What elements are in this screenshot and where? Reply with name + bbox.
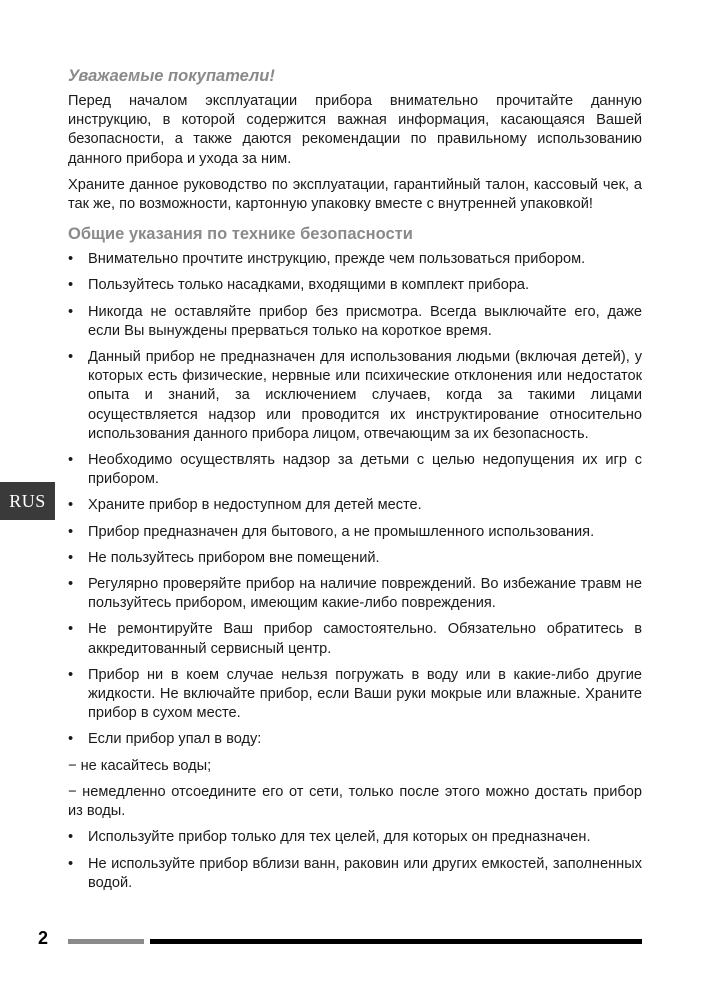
list-item bbox=[68, 250, 642, 269]
list-item bbox=[68, 303, 642, 341]
list-item-text: Прибор предназначен для бытового, а не промышленного использования. bbox=[88, 523, 595, 540]
list-item-text: Пользуйтесь только насадками, входящими в комплект прибора. bbox=[88, 277, 530, 294]
list-item bbox=[68, 620, 642, 658]
list-item bbox=[68, 348, 642, 444]
bullet-icon: • bbox=[68, 497, 74, 514]
intro-paragraph: Храните данное руководство по эксплуатации, гарантийный талон, кассовый чек, а так же, по возможности, картонную упаковку вместе с внутренней упаковкой! bbox=[68, 176, 642, 213]
greeting-heading: Уважаемые покупатели! bbox=[68, 67, 275, 85]
bullet-icon: • bbox=[68, 523, 74, 540]
page-number: 2 bbox=[38, 928, 49, 948]
list-item-text: Данный прибор не предназначен для использования людьми (включая детей), у которых есть физические, нервные или психические отклонения или недостаток опыта и знаний, за исключением случаев, когда за такими лицами осуществляется надзор или проводится их инструктирование относительно использования данного прибора лицом, отвечающим за их безопасность. bbox=[88, 349, 642, 442]
footer-rule-black bbox=[150, 939, 642, 944]
list-item-text: Не ремонтируйте Ваш прибор самостоятельно. Обязательно обратитесь в аккредитованный сервисный центр. bbox=[88, 621, 642, 657]
list-item-text: Храните прибор в недоступном для детей месте. bbox=[88, 497, 422, 514]
bullet-icon: • bbox=[68, 277, 74, 294]
list-item bbox=[68, 575, 642, 613]
footer-rule-gray bbox=[68, 939, 144, 944]
dash-item: − немедленно отсоедините его от сети, только после этого можно достать прибор из воды. bbox=[68, 783, 642, 820]
bullet-icon: • bbox=[68, 731, 74, 748]
list-item-text: Прибор ни в коем случае нельзя погружать в воду или в какие-либо другие жидкости. Не включайте прибор, если Ваши руки мокрые или влажные. Храните прибор в сухом месте. bbox=[88, 666, 642, 722]
list-item-text: Если прибор упал в воду: bbox=[88, 731, 262, 748]
bullet-icon: • bbox=[68, 349, 74, 366]
list-item bbox=[68, 451, 642, 489]
list-item bbox=[68, 496, 642, 515]
dash-item: − не касайтесь воды; bbox=[68, 757, 212, 774]
bullet-icon: • bbox=[68, 666, 74, 683]
list-item bbox=[68, 730, 642, 749]
list-item bbox=[68, 276, 642, 295]
bullet-icon: • bbox=[68, 452, 74, 469]
list-item-text: Никогда не оставляйте прибор без присмотра. Всегда выключайте его, даже если Вы вынуждены прерваться только на короткое время. bbox=[88, 303, 642, 339]
page-content bbox=[68, 66, 642, 900]
bullet-icon: • bbox=[68, 576, 74, 593]
list-item-text: Внимательно прочтите инструкцию, прежде чем пользоваться прибором. bbox=[88, 251, 586, 268]
list-item-text: Не используйте прибор вблизи ванн, раковин или других емкостей, заполненных водой. bbox=[88, 855, 642, 891]
list-item bbox=[68, 666, 642, 724]
intro-paragraph: Перед началом эксплуатации прибора внимательно прочитайте данную инструкцию, в которой содержится важная информация, касающаяся Вашей безопасности, а также даются рекомендации по правильному использованию данного прибора и ухода за ним. bbox=[68, 93, 642, 167]
section-title: Общие указания по технике безопасности bbox=[68, 225, 413, 244]
language-tab: RUS bbox=[0, 482, 55, 520]
safety-list-b bbox=[68, 828, 642, 893]
list-item-text: Регулярно проверяйте прибор на наличие повреждений. Во избежание травм не пользуйтесь прибором, имеющим какие-либо повреждения. bbox=[88, 576, 642, 612]
list-item-text: Не пользуйтесь прибором вне помещений. bbox=[88, 549, 380, 566]
bullet-icon: • bbox=[68, 549, 74, 566]
bullet-icon: • bbox=[68, 303, 74, 320]
bullet-icon: • bbox=[68, 251, 74, 268]
list-item bbox=[68, 855, 642, 893]
bullet-icon: • bbox=[68, 855, 74, 872]
safety-list-a bbox=[68, 250, 642, 749]
list-item bbox=[68, 549, 642, 568]
list-item-text: Необходимо осуществлять надзор за детьми с целью недопущения их игр с прибором. bbox=[88, 452, 642, 488]
list-item bbox=[68, 523, 642, 542]
bullet-icon: • bbox=[68, 829, 74, 846]
list-item-text: Используйте прибор только для тех целей, для которых он предназначен. bbox=[88, 829, 591, 846]
bullet-icon: • bbox=[68, 621, 74, 638]
list-item bbox=[68, 828, 642, 847]
